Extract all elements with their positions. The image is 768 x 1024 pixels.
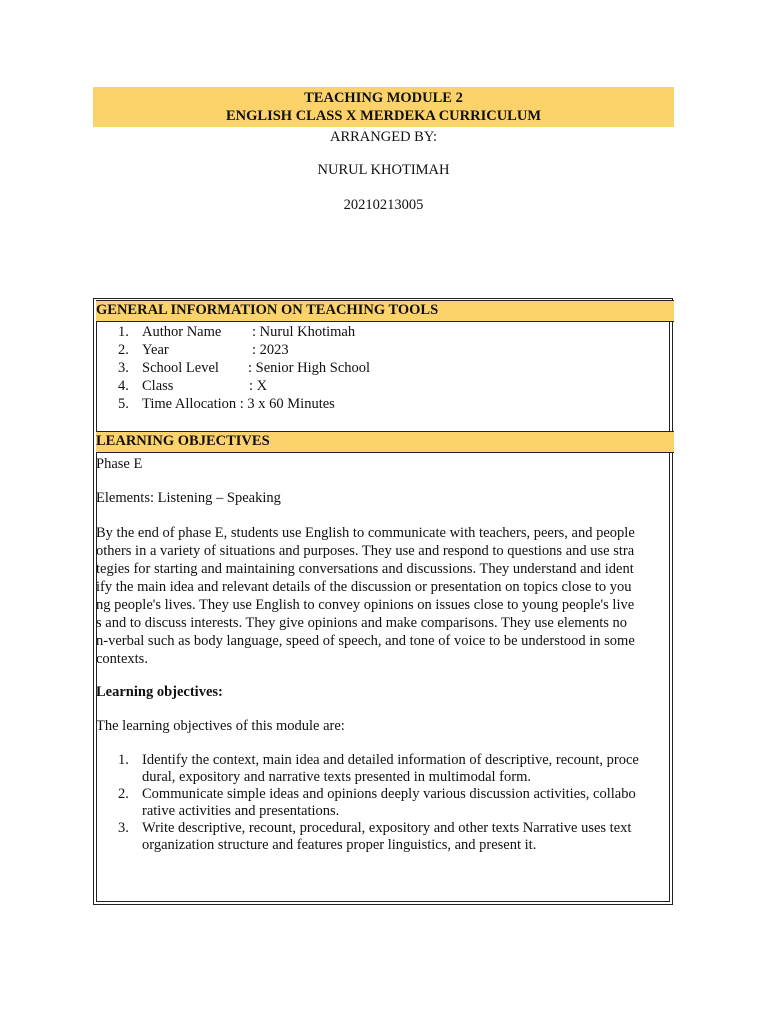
item-number: 5. — [118, 396, 129, 412]
list-item — [118, 820, 674, 854]
list-item — [118, 377, 370, 395]
phase-description-paragraph — [96, 524, 672, 668]
item-label: School Level — [142, 360, 219, 376]
item-label: Year — [142, 342, 169, 358]
item-value-text: 2023 — [259, 342, 289, 358]
item-number: 4. — [118, 378, 129, 394]
item-number: 2. — [118, 786, 129, 802]
learning-objectives-heading — [96, 431, 674, 453]
paragraph-line: By the end of phase E, students use English to communicate with teachers, peers, and people — [96, 525, 635, 541]
paragraph-line: ng people's lives. They use English to convey opinions on issues close to young people's live — [96, 597, 635, 613]
elements-label: Elements: Listening – Speaking — [96, 490, 281, 506]
paragraph-line: s and to discuss interests. They give opinions and make comparisons. They use elements no — [96, 615, 628, 631]
item-number: 1. — [118, 752, 129, 768]
item-label: Class — [142, 378, 174, 394]
paragraph-line: contexts. — [96, 651, 148, 667]
list-item — [118, 395, 370, 413]
item-number: 2. — [118, 342, 129, 358]
paragraph-line: n-verbal such as body language, speed of speech, and tone of voice to be understood in some — [96, 633, 635, 649]
author-name: NURUL KHOTIMAH — [317, 162, 450, 178]
list-item — [118, 323, 370, 341]
list-item — [118, 786, 674, 820]
item-value: : 2023 — [252, 342, 289, 358]
objectives-list — [118, 752, 674, 854]
list-item — [118, 359, 370, 377]
item-number: 3. — [118, 820, 129, 836]
item-text — [142, 752, 674, 786]
item-line: Write descriptive, recount, procedural, expository and other texts Narrative uses text — [142, 820, 632, 836]
arranged-by-label: ARRANGED BY: — [329, 129, 438, 145]
item-line: Communicate simple ideas and opinions deeply various discussion activities, collabo — [142, 786, 636, 802]
general-info-list — [118, 323, 370, 413]
list-item — [118, 752, 674, 786]
item-line: rative activities and presentations. — [142, 803, 340, 819]
item-line: dural, expository and narrative texts presented in multimodal form. — [142, 769, 531, 785]
general-info-heading — [96, 300, 674, 322]
item-text — [142, 820, 674, 854]
item-label: Time Allocation — [142, 396, 237, 412]
item-number: 3. — [118, 360, 129, 376]
module-title: TEACHING MODULE 2 — [304, 90, 463, 106]
paragraph-line: tegies for starting and maintaining conversations and discussions. They understand and ident — [96, 561, 634, 577]
item-value-text: 3 x 60 Minutes — [247, 396, 335, 412]
item-value: : 3 x 60 Minutes — [236, 396, 335, 412]
item-value: : Senior High School — [248, 360, 371, 376]
phase-label: Phase E — [96, 456, 143, 472]
module-subtitle: ENGLISH CLASS X MERDEKA CURRICULUM — [225, 108, 541, 124]
item-value-text: Nurul Khotimah — [259, 324, 356, 340]
general-info-heading-text: GENERAL INFORMATION ON TEACHING TOOLS — [96, 302, 439, 318]
item-text — [142, 786, 674, 820]
objectives-intro: The learning objectives of this module are: — [96, 718, 345, 734]
list-item — [118, 341, 370, 359]
item-value-text: X — [256, 378, 268, 394]
item-value-text: Senior High School — [255, 360, 371, 376]
item-value: : X — [249, 378, 268, 394]
item-line: organization structure and features proper linguistics, and present it. — [142, 837, 537, 853]
paragraph-line: ify the main idea and relevant details of the discussion or presentation on topics close to you — [96, 579, 632, 595]
paragraph-line: others in a variety of situations and purposes. They use and respond to questions and use stra — [96, 543, 635, 559]
item-value: : Nurul Khotimah — [252, 324, 356, 340]
student-id: 20210213005 — [343, 197, 424, 213]
learning-objectives-heading-text: LEARNING OBJECTIVES — [96, 433, 270, 449]
item-number: 1. — [118, 324, 129, 340]
learning-objectives-subheading: Learning objectives: — [96, 684, 223, 700]
item-line: Identify the context, main idea and detailed information of descriptive, recount, proce — [142, 752, 639, 768]
item-label: Author Name — [142, 324, 222, 340]
